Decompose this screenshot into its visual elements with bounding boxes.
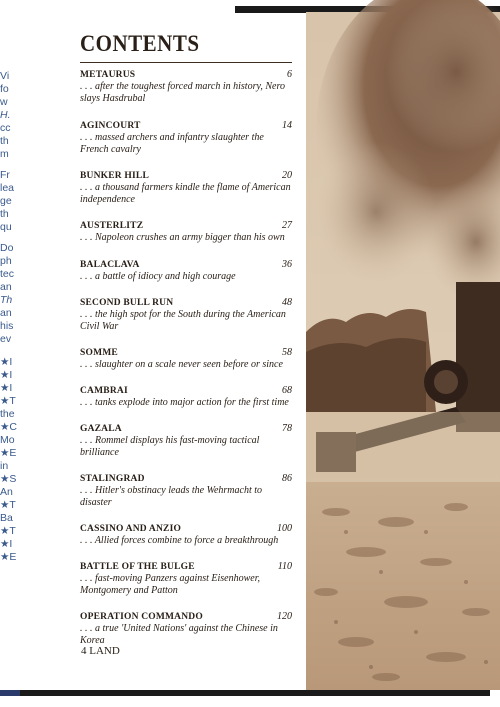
entry-heading-row [80,220,292,231]
contents-entry[interactable] [80,69,292,105]
fragment-line: th [0,208,9,220]
entry-heading-row [80,297,292,308]
fragment-star-item: An [0,486,13,498]
entry-heading-row [80,170,292,181]
entry-page-number: 86 [282,473,292,484]
fragment-star-item: ★I [0,356,13,368]
fragment-line: ge [0,195,12,207]
contents-entry[interactable] [80,385,292,409]
fragment-line: his [0,320,14,332]
table-of-contents [80,30,292,647]
contents-entry[interactable] [80,561,292,597]
entry-page-number: 27 [282,220,292,231]
entry-heading-row [80,473,292,484]
entry-page-number: 58 [282,347,292,358]
entry-description: . . . Allied forces combine to force a breakthrough [80,535,279,546]
entry-description: . . . a true 'United Nations' against the Chinese in Korea [80,623,278,646]
entry-title: BUNKER HILL [80,171,149,181]
entry-heading-row [80,347,292,358]
fragment-star-item: ★E [0,447,17,459]
fragment-star-item: ★I [0,382,13,394]
entry-page-number: 78 [282,423,292,434]
fragment-line: fo [0,83,9,95]
contents-entry[interactable] [80,523,292,547]
entry-description: . . . slaughter on a scale never seen before or since [80,359,283,370]
fragment-line: tec [0,268,15,280]
contents-entry[interactable] [80,220,292,244]
fragment-line: an [0,307,12,319]
entry-page-number: 100 [277,523,292,534]
fragment-star-item: ★T [0,395,16,407]
contents-entry[interactable] [80,170,292,206]
entry-title: AUSTERLITZ [80,221,144,231]
battlefield-photo [306,12,500,690]
contents-entry[interactable] [80,473,292,509]
fragment-star-item: ★C [0,421,17,433]
entry-page-number: 20 [282,170,292,181]
fragment-star-item: ★E [0,551,17,563]
entry-description: . . . Rommel displays his fast-moving tactical brilliance [80,435,260,458]
entry-description: . . . Hitler's obstinacy leads the Wehrmacht to disaster [80,485,263,508]
bottom-rule [20,690,490,696]
fragment-line: w [0,96,8,108]
page-folio: 4 LAND [81,645,120,657]
entry-description: . . . massed archers and infantry slaughter the French cavalry [80,132,264,155]
entry-description: . . . Napoleon crushes an army bigger than his own [80,232,285,243]
entry-heading-row [80,385,292,396]
previous-page-fragment [0,70,18,563]
fragment-line: an [0,281,12,293]
contents-entry[interactable] [80,423,292,459]
fragment-star-list [0,356,18,564]
fragment-star-item: Ba [0,512,13,524]
fragment-line: H. [0,109,11,121]
contents-entry[interactable] [80,297,292,333]
entry-description: . . . the high spot for the South during the American Civil War [80,309,286,332]
entry-heading-row [80,120,292,131]
entry-title: OPERATION COMMANDO [80,612,203,622]
fragment-star-item: the [0,408,15,420]
fragment-line: th [0,135,9,147]
fragment-paragraph [0,242,18,346]
title-divider [80,62,292,63]
fragment-star-item: ★T [0,525,16,537]
entry-page-number: 120 [277,611,292,622]
contents-entry[interactable] [80,259,292,283]
entry-heading-row [80,523,292,534]
contents-list [80,69,292,647]
entry-title: BALACLAVA [80,260,140,270]
fragment-star-item: ★S [0,473,17,485]
entry-title: SECOND BULL RUN [80,298,174,308]
fragment-paragraph [0,70,18,161]
entry-page-number: 110 [277,561,292,572]
entry-description: . . . tanks explode into major action for the first time [80,397,289,408]
fragment-line: ev [0,333,12,345]
fragment-line: Vi [0,70,10,82]
entry-title: CASSINO AND ANZIO [80,524,182,534]
fragment-line: qu [0,221,12,233]
entry-heading-row [80,69,292,80]
fragment-star-item: ★I [0,369,13,381]
entry-page-number: 36 [282,259,292,270]
entry-heading-row [80,423,292,434]
fragment-star-item: ★I [0,538,13,550]
page-title: CONTENTS [80,30,200,57]
entry-description: . . . a thousand farmers kindle the flame of American independence [80,182,291,205]
fragment-line: m [0,148,9,160]
entry-heading-row [80,561,292,572]
sepia-photo-illustration [306,12,500,690]
entry-title: SOMME [80,348,118,358]
fragment-star-item: ★T [0,499,16,511]
entry-title: GAZALA [80,424,122,434]
contents-entry[interactable] [80,611,292,647]
fragment-line: Fr [0,169,10,181]
entry-title: METAURUS [80,70,136,80]
entry-description: . . . a battle of idiocy and high courage [80,271,236,282]
entry-page-number: 48 [282,297,292,308]
fragment-paragraph [0,169,18,234]
entry-description: . . . after the toughest forced march in history, Nero slays Hasdrubal [80,81,285,104]
contents-entry[interactable] [80,120,292,156]
entry-title: AGINCOURT [80,121,141,131]
entry-page-number: 14 [282,120,292,131]
bottom-rule-left [0,690,22,696]
entry-page-number: 68 [282,385,292,396]
fragment-line: Th [0,294,13,306]
entry-page-number: 6 [287,69,292,80]
fragment-line: cc [0,122,11,134]
fragment-line: Do [0,242,14,254]
contents-entry[interactable] [80,347,292,371]
entry-title: STALINGRAD [80,474,145,484]
fragment-star-item: in [0,460,9,472]
fragment-line: ph [0,255,12,267]
entry-title: CAMBRAI [80,386,128,396]
fragment-line: lea [0,182,15,194]
entry-heading-row [80,611,292,622]
fragment-star-item: Mo [0,434,15,446]
entry-heading-row [80,259,292,270]
entry-description: . . . fast-moving Panzers against Eisenhower, Montgomery and Patton [80,573,260,596]
entry-title: BATTLE OF THE BULGE [80,562,195,572]
